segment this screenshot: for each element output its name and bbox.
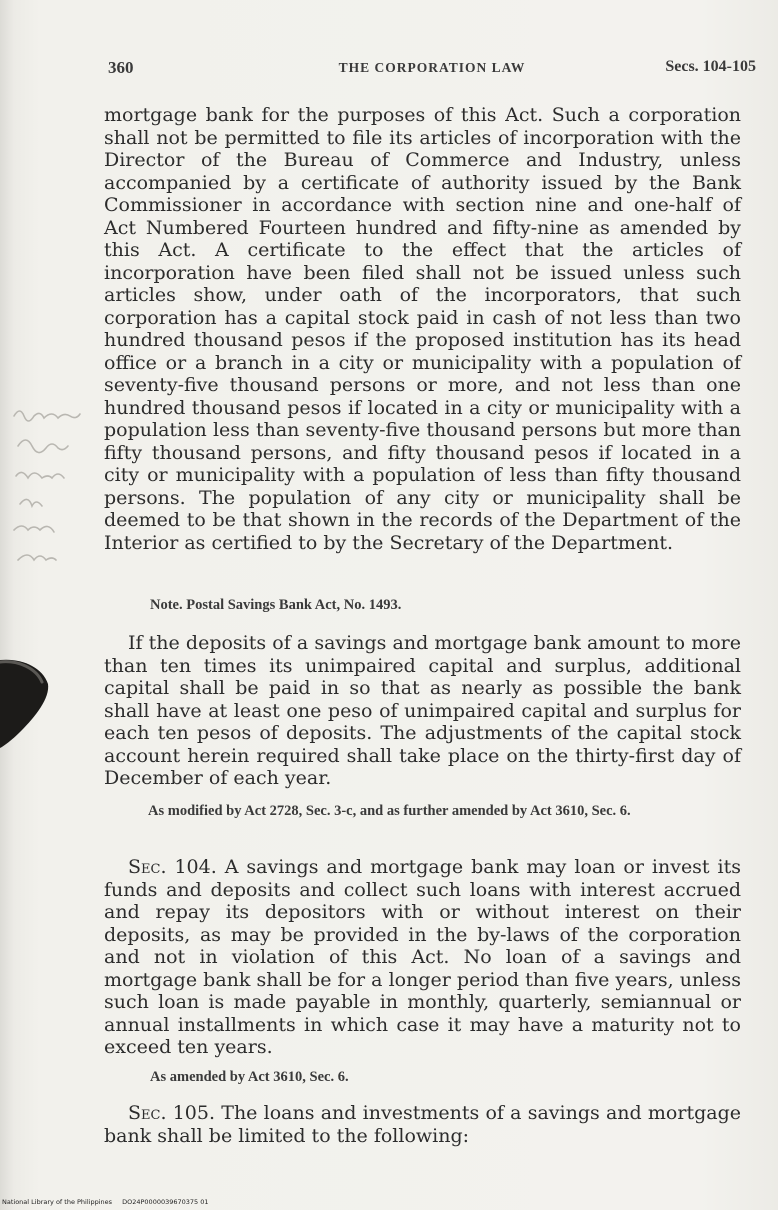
thumb-shadow xyxy=(0,640,60,750)
paragraph-continuation: mortgage bank for the purposes of this Act. Such a corporation shall not be permitted to file its articles of incorporation with the Director of the Bureau of Commerce and Industry, unless accompanied by a certificate of authority issued by the Bank Commissioner in accordance with section nine and one-half of Act Numbered Fourteen hundred and fifty-nine as amended by this Act. A certificate to the effect that the articles of incorporation have been filed shall not be issued unless such articles show, under oath of the incorporators, that such corporation has a capital stock paid in cash of not less than two hundred thousand pesos if the proposed institution has its head office or a branch in a city or municipality with a population of seventy-five thousand persons or more, and not less than one hundred thousand pesos if located in a city or municipality with a population less than seventy-five thousand persons but more than fifty thousand persons, and fifty thousand pesos if located in a city or municipality with a population of less than fifty thousand persons. The population of any city or municipality shall be deemed to be that shown in the records of the Department of the Interior as certified to by the Secretary of the Department. xyxy=(104,104,741,554)
footer-code: DO24P0000039670375 01 xyxy=(122,1198,209,1206)
page-number: 360 xyxy=(108,58,134,77)
paragraph-deposits: If the deposits of a savings and mortgage bank amount to more than ten times its unimpaired capital and surplus, additional capital shall be paid in so that as nearly as possible the bank shall have at least one peso of unimpaired capital and surplus for each ten pesos of deposits. The adjustments of the capital stock account herein required shall take place on the thirty-first day of December of each year. xyxy=(104,632,741,789)
running-head xyxy=(108,56,756,80)
section-105-text: The loans and investments of a savings and mortgage bank shall be limited to the following: xyxy=(104,1102,741,1147)
section-range: Secs. 104-105 xyxy=(665,58,756,75)
note-postal-savings: Note. Postal Savings Bank Act, No. 1493. xyxy=(150,597,402,613)
running-title: THE CORPORATION LAW xyxy=(338,60,526,75)
section-105-label: Sec. 105. xyxy=(128,1102,216,1124)
digitization-footer xyxy=(2,1198,217,1206)
note-amended-by-act: As amended by Act 3610, Sec. 6. xyxy=(150,1069,349,1085)
paragraph-section-105 xyxy=(104,1102,741,1147)
section-104-label: Sec. 104. xyxy=(128,856,217,878)
paragraph-section-104 xyxy=(104,856,741,1059)
section-104-text: A savings and mortgage bank may loan or invest its funds and deposits and collect such loans with interest accrued and repay its depositors with or without interest on their deposits, as may be provided in the by-laws of the corporation and not in violation of this Act. No loan of a savings and mortgage bank shall be for a longer period than five years, unless such loan is made payable in monthly, quarterly, semiannual or annual installments in which case it may have a maturity not to exceed ten years. xyxy=(104,856,741,1058)
footer-library: National Library of the Philippines xyxy=(2,1198,113,1206)
note-modified-by-act: As modified by Act 2728, Sec. 3-c, and as further amended by Act 3610, Sec. 6. xyxy=(148,803,631,819)
handwritten-margin-notes xyxy=(6,400,90,590)
